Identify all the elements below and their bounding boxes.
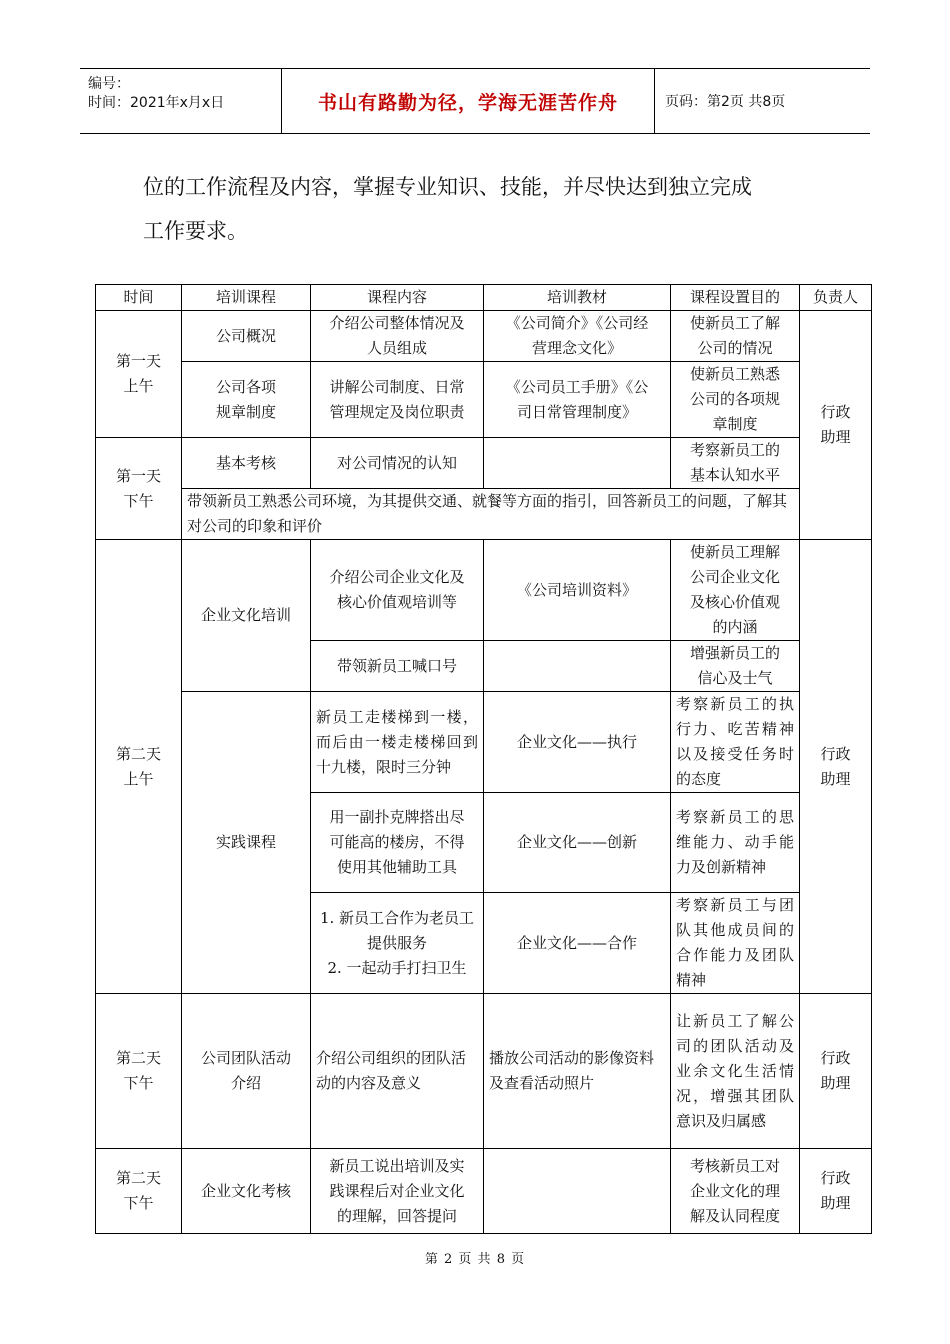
content-cell: 新员工说出培训及实践课程后对企业文化的理解，回答提问 (311, 1149, 484, 1234)
owner-cell: 行政助理 (800, 540, 872, 994)
time-cell: 第一天上午 (96, 311, 182, 438)
time-cell: 第二天下午 (96, 994, 182, 1149)
course-cell: 实践课程 (182, 692, 311, 994)
course-cell: 企业文化考核 (182, 1149, 311, 1234)
content-cell: 介绍公司整体情况及人员组成 (311, 311, 484, 362)
content-cell: 用一副扑克牌搭出尽可能高的楼房，不得使用其他辅助工具 (311, 793, 484, 893)
material-cell (484, 1149, 671, 1234)
header-purpose: 课程设置目的 (671, 285, 800, 311)
material-cell: 《公司简介》《公司经营理念文化》 (484, 311, 671, 362)
course-cell: 公司概况 (182, 311, 311, 362)
header-material: 培训教材 (484, 285, 671, 311)
page-header (80, 68, 870, 134)
table-row (96, 362, 872, 438)
header-motto: 书山有路勤为径，学海无涯苦作舟 (282, 69, 655, 133)
owner-cell: 行政助理 (800, 1149, 872, 1234)
header-time: 时间：2021年x月x日 (88, 95, 225, 111)
purpose-cell: 使新员工了解公司的情况 (671, 311, 800, 362)
header-meta (80, 69, 282, 133)
table-row (96, 540, 872, 641)
content-cell: 带领新员工喊口号 (311, 641, 484, 692)
table-row (96, 1149, 872, 1234)
list-item: 1. 新员工合作为老员工提供服务 (319, 908, 475, 952)
purpose-cell: 考核新员工对企业文化的理解及认同程度 (671, 1149, 800, 1234)
material-cell: 播放公司活动的影像资料及查看活动照片 (484, 994, 671, 1149)
training-schedule-table (95, 284, 872, 1234)
purpose-cell: 考察新员工的思维能力、动手能力及创新精神 (671, 793, 800, 893)
table-row (96, 489, 872, 540)
header-page: 页码：第2页 共8页 (665, 94, 786, 110)
purpose-cell: 考察新员工的执行力、吃苦精神以及接受任务时的态度 (671, 692, 800, 793)
course-cell: 企业文化培训 (182, 540, 311, 692)
table-header-row (96, 285, 872, 311)
material-cell (484, 641, 671, 692)
content-cell: 介绍公司组织的团队活动的内容及意义 (311, 994, 484, 1149)
material-cell: 企业文化——执行 (484, 692, 671, 793)
material-cell: 《公司员工手册》《公司日常管理制度》 (484, 362, 671, 438)
owner-cell: 行政助理 (800, 994, 872, 1149)
content-cell: 介绍公司企业文化及核心价值观培训等 (311, 540, 484, 641)
header-owner: 负责人 (800, 285, 872, 311)
purpose-cell: 考察新员工的基本认知水平 (671, 438, 800, 489)
header-course: 培训课程 (182, 285, 311, 311)
table-row (96, 311, 872, 362)
time-cell: 第一天下午 (96, 438, 182, 540)
material-cell: 《公司培训资料》 (484, 540, 671, 641)
course-cell: 公司团队活动介绍 (182, 994, 311, 1149)
table-row (96, 438, 872, 489)
purpose-cell: 使新员工熟悉公司的各项规章制度 (671, 362, 800, 438)
purpose-cell: 考察新员工与团队其他成员间的合作能力及团队精神 (671, 893, 800, 994)
table-row (96, 994, 872, 1149)
note-cell: 带领新员工熟悉公司环境，为其提供交通、就餐等方面的指引，回答新员工的问题，了解其对公司的印象和评价 (182, 489, 800, 540)
owner-cell: 行政助理 (800, 311, 872, 540)
intro-paragraph (143, 165, 863, 253)
purpose-cell: 增强新员工的信心及士气 (671, 641, 800, 692)
course-cell: 基本考核 (182, 438, 311, 489)
content-cell: 对公司情况的认知 (311, 438, 484, 489)
time-cell: 第二天上午 (96, 540, 182, 994)
purpose-cell: 让新员工了解公司的团队活动及业余文化生活情况，增强其团队意识及归属感 (671, 994, 800, 1149)
course-cell: 公司各项规章制度 (182, 362, 311, 438)
list-item: 2. 一起动手打扫卫生 (327, 958, 467, 977)
page-footer: 第 2 页 共 8 页 (424, 1252, 526, 1267)
header-number: 编号： (88, 76, 130, 92)
material-cell: 企业文化——合作 (484, 893, 671, 994)
material-cell: 企业文化——创新 (484, 793, 671, 893)
header-time: 时间 (96, 285, 182, 311)
header-content: 课程内容 (311, 285, 484, 311)
content-list (316, 906, 478, 981)
content-cell: 新员工走楼梯到一楼，而后由一楼走楼梯回到十九楼，限时三分钟 (311, 692, 484, 793)
time-cell: 第二天下午 (96, 1149, 182, 1234)
content-cell: 讲解公司制度、日常管理规定及岗位职责 (311, 362, 484, 438)
content-cell (311, 893, 484, 994)
purpose-cell: 使新员工理解公司企业文化及核心价值观的内涵 (671, 540, 800, 641)
table-row (96, 692, 872, 793)
intro-line-1: 位的工作流程及内容，掌握专业知识、技能，并尽快达到独立完成 (143, 175, 752, 199)
intro-line-2: 工作要求。 (143, 219, 248, 243)
material-cell (484, 438, 671, 489)
